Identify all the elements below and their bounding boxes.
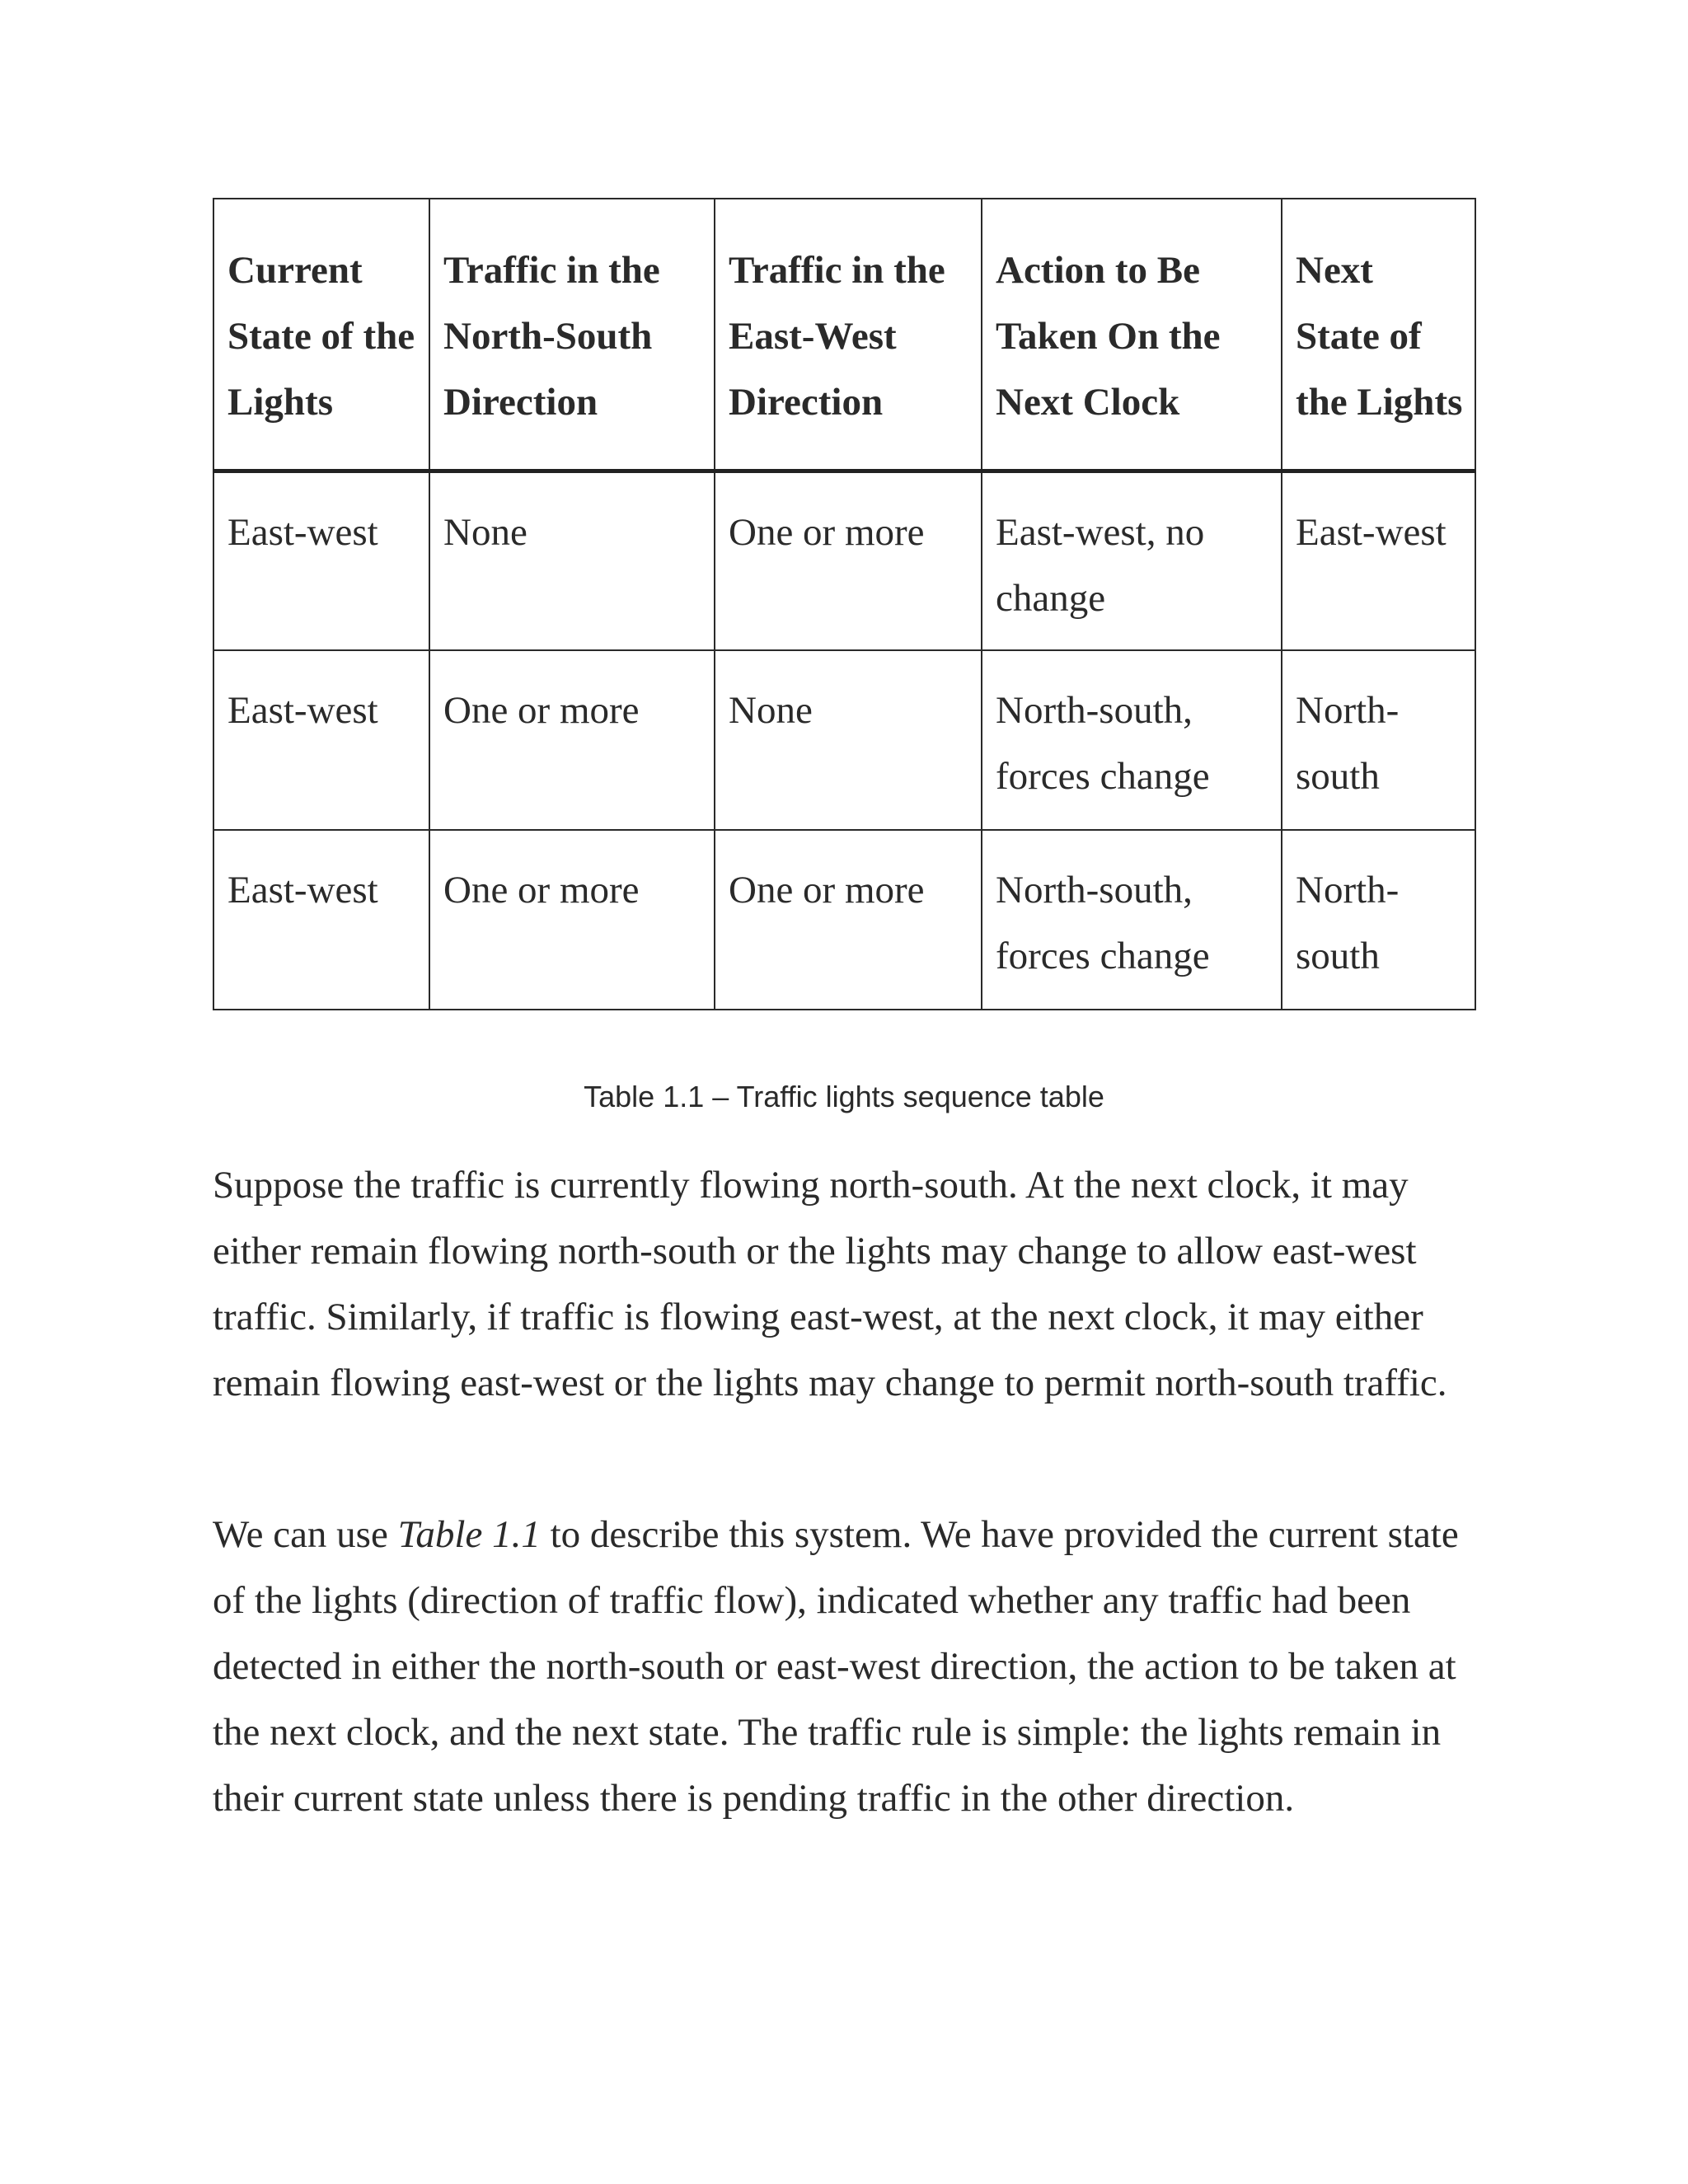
table-row — [213, 830, 1475, 1010]
cell-traffic-north-south: One or more — [429, 830, 715, 1010]
cell-traffic-east-west: One or more — [715, 830, 982, 1010]
cell-action: East-west, no change — [982, 471, 1282, 650]
cell-traffic-east-west: None — [715, 650, 982, 830]
cell-action: North-south, forces change — [982, 830, 1282, 1010]
cell-current-state: East-west — [213, 471, 429, 650]
body-paragraph-1: Suppose the traffic is currently flowing north-south. At the next clock, it may either remain flowing north-south or the lights may change to allow east-west traffic. Similarly, if traffic is flowing east-west, at the next clock, it may either remain flowing east-west or the lights may change to permit north-south traffic. — [213, 1164, 1447, 1404]
cell-next-state: North-south — [1282, 830, 1475, 1010]
traffic-lights-sequence-table — [213, 198, 1476, 1010]
header-traffic-north-south: Traffic in the North-South Direction — [429, 199, 715, 471]
table-row — [213, 650, 1475, 830]
table-caption: Table 1.1 – Traffic lights sequence table — [584, 1080, 1104, 1113]
cell-next-state: East-west — [1282, 471, 1475, 650]
body-paragraph-2 — [213, 1502, 1482, 1831]
cell-next-state: North-south — [1282, 650, 1475, 830]
cell-traffic-north-south: None — [429, 471, 715, 650]
header-action-next-clock: Action to Be Taken On the Next Clock — [982, 199, 1282, 471]
table-reference: Table 1.1 — [397, 1513, 541, 1556]
cell-traffic-east-west: One or more — [715, 471, 982, 650]
header-current-state: Current State of the Lights — [213, 199, 429, 471]
paragraph-text-before: We can use — [213, 1513, 398, 1556]
paragraph-text-after: to describe this system. We have provided the current state of the lights (direction of traffic flow), indicated whether any traffic had been detected in either the north-south or east-west direction, the action to be taken at the next clock, and the next state. The traffic rule is simple: the lights remain in their current state unless there is pending traffic in the other direction. — [213, 1513, 1459, 1820]
table-header-row — [213, 199, 1475, 471]
header-traffic-east-west: Traffic in the East-West Direction — [715, 199, 982, 471]
table-row — [213, 471, 1475, 650]
cell-current-state: East-west — [213, 650, 429, 830]
header-next-state: Next State of the Lights — [1282, 199, 1475, 471]
cell-traffic-north-south: One or more — [429, 650, 715, 830]
cell-action: North-south, forces change — [982, 650, 1282, 830]
cell-current-state: East-west — [213, 830, 429, 1010]
